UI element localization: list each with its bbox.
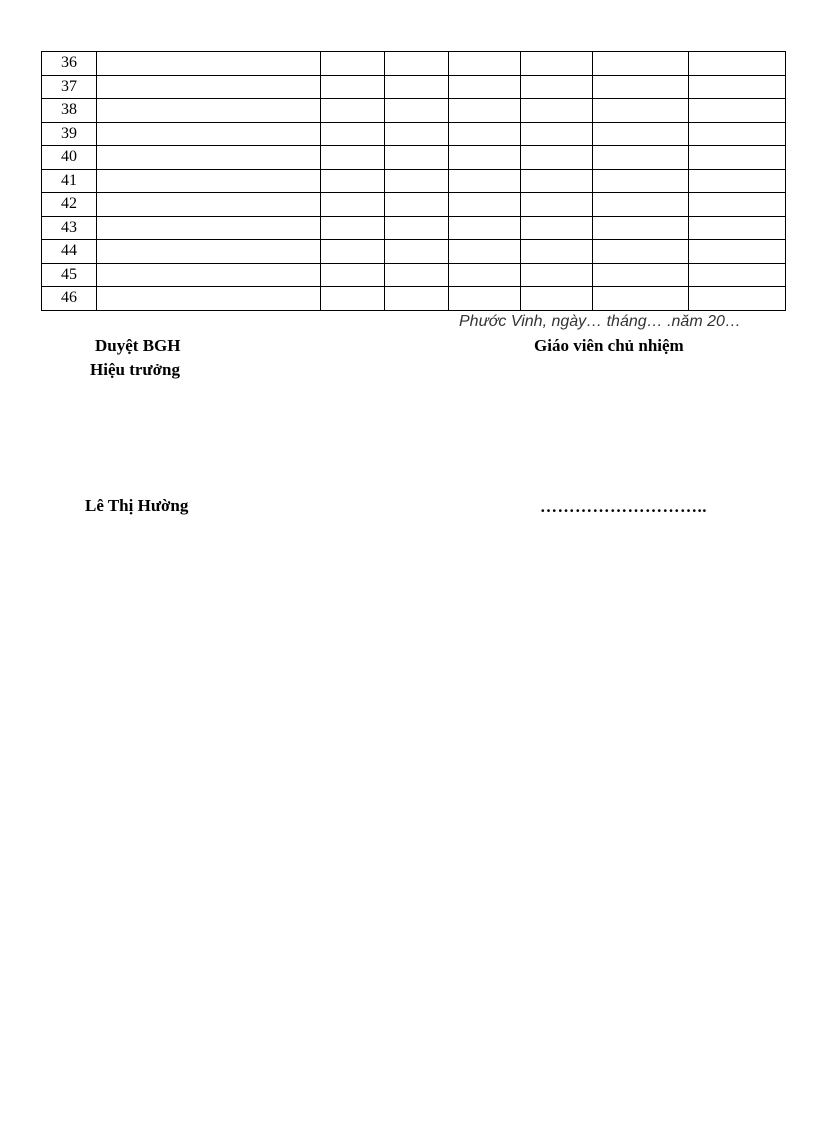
table-cell (97, 122, 321, 146)
table-row (42, 146, 786, 170)
table-cell (593, 169, 689, 193)
table-cell (449, 122, 521, 146)
table-cell (97, 240, 321, 264)
table-cell (321, 287, 385, 311)
student-table (41, 51, 786, 311)
table-cell (449, 75, 521, 99)
table-cell (593, 240, 689, 264)
table-cell (593, 287, 689, 311)
table-cell (449, 146, 521, 170)
table-cell (593, 52, 689, 76)
table-cell (385, 193, 449, 217)
table-cell (321, 240, 385, 264)
table-cell (521, 146, 593, 170)
table-cell (689, 122, 786, 146)
table-row (42, 193, 786, 217)
table-cell (449, 216, 521, 240)
table-cell (449, 287, 521, 311)
table-cell (521, 169, 593, 193)
table-cell (593, 193, 689, 217)
table-cell (385, 52, 449, 76)
table-cell (449, 99, 521, 123)
table-cell (321, 216, 385, 240)
row-number: 42 (42, 193, 97, 217)
row-number: 40 (42, 146, 97, 170)
table-row (42, 122, 786, 146)
approval-title: Duyệt BGH (95, 336, 181, 355)
table-cell (97, 263, 321, 287)
table-cell (521, 240, 593, 264)
table-cell (449, 52, 521, 76)
row-number: 45 (42, 263, 97, 287)
table-cell (385, 287, 449, 311)
homeroom-teacher-title: Giáo viên chủ nhiệm (534, 336, 684, 355)
place-date-line: Phước Vinh, ngày… tháng… .năm 20… (459, 313, 741, 330)
table-cell (689, 99, 786, 123)
table-row (42, 216, 786, 240)
principal-name: Lê Thị Hường (85, 496, 189, 515)
table-cell (521, 287, 593, 311)
row-number: 37 (42, 75, 97, 99)
table-cell (97, 287, 321, 311)
table-body (42, 52, 786, 311)
table-cell (321, 263, 385, 287)
table-cell (689, 52, 786, 76)
table-cell (689, 146, 786, 170)
table-cell (593, 146, 689, 170)
table-cell (321, 122, 385, 146)
table-cell (385, 169, 449, 193)
table-cell (689, 287, 786, 311)
table-cell (593, 263, 689, 287)
table-cell (385, 122, 449, 146)
table-cell (97, 216, 321, 240)
table-cell (97, 146, 321, 170)
table-cell (593, 75, 689, 99)
row-number: 43 (42, 216, 97, 240)
table-cell (593, 122, 689, 146)
table-row (42, 169, 786, 193)
table-cell (521, 216, 593, 240)
table-cell (521, 75, 593, 99)
table-cell (521, 193, 593, 217)
row-number: 41 (42, 169, 97, 193)
row-number: 36 (42, 52, 97, 76)
table-cell (689, 193, 786, 217)
table-row (42, 240, 786, 264)
table-cell (321, 193, 385, 217)
teacher-name-placeholder: ……………………….. (540, 497, 707, 516)
table-cell (385, 75, 449, 99)
table-cell (321, 99, 385, 123)
table-cell (521, 263, 593, 287)
table-cell (97, 99, 321, 123)
table-row (42, 287, 786, 311)
table-cell (97, 193, 321, 217)
table-cell (385, 99, 449, 123)
row-number: 39 (42, 122, 97, 146)
table-row (42, 99, 786, 123)
table-cell (689, 75, 786, 99)
table-cell (449, 169, 521, 193)
table-cell (449, 193, 521, 217)
table-cell (449, 263, 521, 287)
table-cell (97, 169, 321, 193)
table-cell (689, 240, 786, 264)
table-cell (521, 52, 593, 76)
table-cell (97, 75, 321, 99)
table-cell (385, 263, 449, 287)
table-cell (689, 263, 786, 287)
row-number: 46 (42, 287, 97, 311)
principal-title: Hiệu trưởng (90, 360, 180, 379)
table-cell (689, 216, 786, 240)
table-cell (321, 146, 385, 170)
table-row (42, 263, 786, 287)
table-cell (689, 169, 786, 193)
table-cell (449, 240, 521, 264)
table-cell (321, 75, 385, 99)
table-cell (97, 52, 321, 76)
table-cell (385, 146, 449, 170)
table-cell (321, 52, 385, 76)
table-row (42, 52, 786, 76)
row-number: 44 (42, 240, 97, 264)
table-cell (521, 99, 593, 123)
table-cell (521, 122, 593, 146)
table-cell (321, 169, 385, 193)
table-cell (385, 216, 449, 240)
row-number: 38 (42, 99, 97, 123)
table-cell (593, 216, 689, 240)
table-row (42, 75, 786, 99)
table-cell (385, 240, 449, 264)
table-cell (593, 99, 689, 123)
